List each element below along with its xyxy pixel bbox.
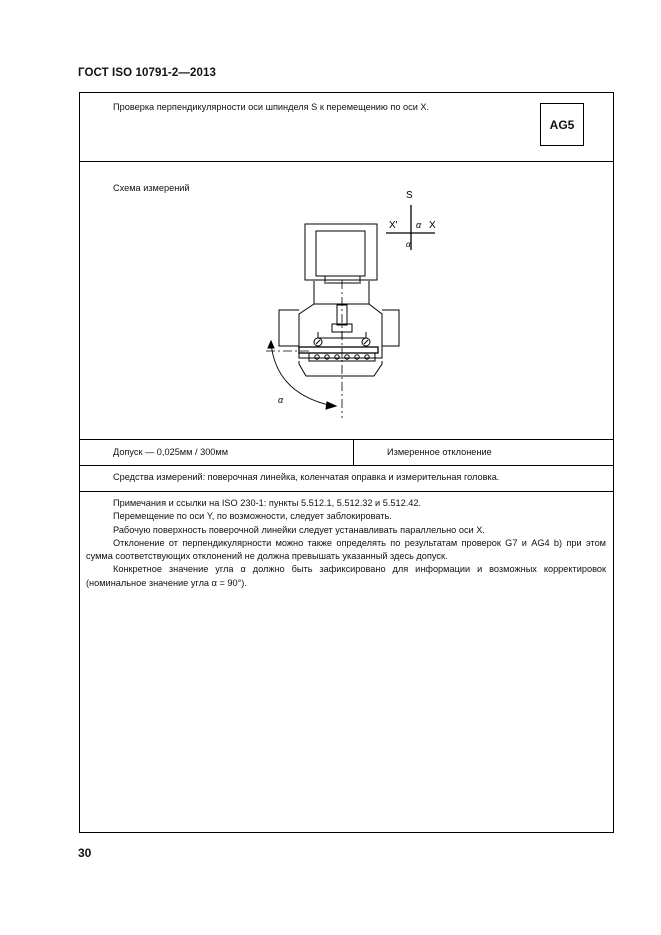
check-sheet-table bbox=[79, 92, 614, 833]
alpha-top-label: α bbox=[416, 220, 422, 230]
x-neg-axis-label: X' bbox=[389, 220, 398, 231]
page-number: 30 bbox=[78, 846, 92, 860]
x-pos-axis-label: X bbox=[429, 220, 436, 231]
note-paragraph: Примечания и ссылки на ISO 230-1: пункты 5.512.1, 5.512.32 и 5.512.42. bbox=[113, 498, 422, 508]
alpha-bottom-label: α bbox=[406, 240, 411, 249]
note-paragraph: Конкретное значение угла α должно быть зафиксировано для информации и возможных корректировок (номинальное значение угла α = 90°). bbox=[86, 564, 606, 588]
measured-deviation-label: Измеренное отклонение bbox=[387, 447, 492, 457]
row-divider bbox=[80, 491, 613, 492]
notes-block bbox=[86, 497, 606, 590]
right-flange bbox=[382, 310, 399, 346]
measuring-instruments: Средства измерений: поверочная линейка, коленчатая оправка и измерительная головка. bbox=[113, 472, 500, 482]
diagram-title: Схема измерений bbox=[113, 183, 190, 193]
machine-base bbox=[299, 361, 382, 376]
tolerance-label: Допуск — 0,025мм / 300мм bbox=[113, 447, 229, 457]
note-paragraph: Рабочую поверхность поверочной линейки следует устанавливать параллельно оси X. bbox=[113, 524, 485, 535]
document-title: ГОСТ ISO 10791-2—2013 bbox=[78, 67, 216, 79]
note-paragraph: Отклонение от перпендикулярности можно также определять по результатам проверок G7 и AG4 b) при этом сумма соответствующих отклонений не должна превышать указанный здесь допуск. bbox=[86, 537, 606, 562]
straightedge bbox=[299, 347, 378, 353]
s-axis-label: S bbox=[406, 190, 413, 201]
note-paragraph: Перемещение по оси Y, по возможности, следует заблокировать. bbox=[113, 511, 392, 522]
row-divider bbox=[80, 465, 613, 466]
measurement-diagram bbox=[80, 162, 613, 439]
alpha-angle-label: α bbox=[278, 395, 284, 405]
row-divider bbox=[80, 439, 613, 440]
check-code-badge: AG5 bbox=[540, 103, 584, 146]
tolerance-divider bbox=[353, 439, 354, 465]
check-description: Проверка перпендикулярности оси шпинделя S к перемещению по оси X. bbox=[113, 102, 430, 112]
left-flange bbox=[279, 310, 299, 346]
spindle-head-inner bbox=[316, 231, 365, 276]
